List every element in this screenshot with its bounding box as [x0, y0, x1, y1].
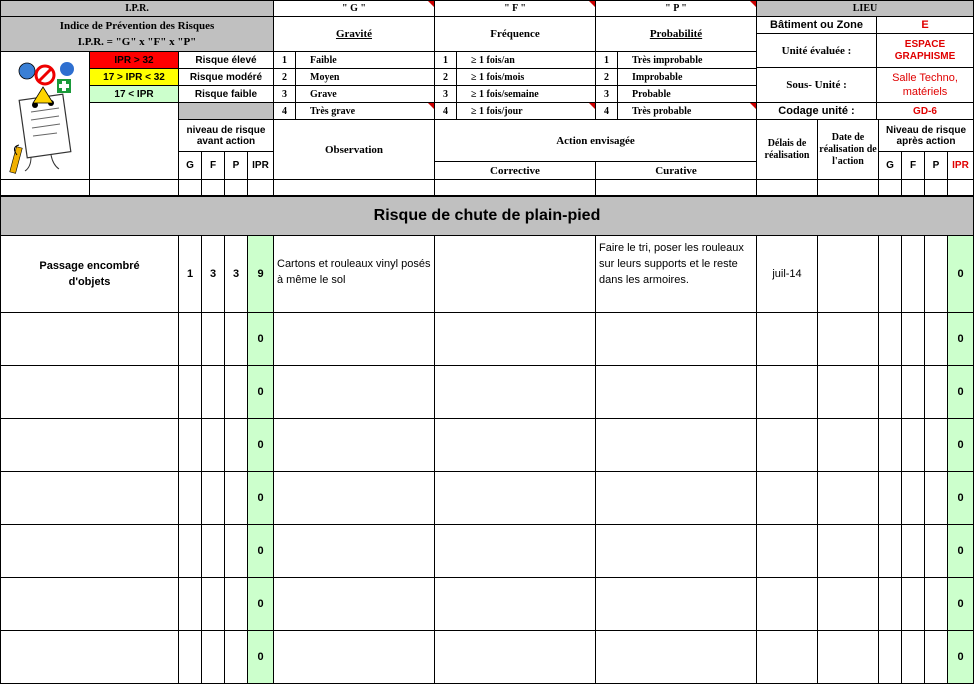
corrective-header: Corrective [435, 162, 596, 180]
date-cell[interactable] [818, 631, 879, 684]
g-after-cell[interactable] [879, 366, 902, 419]
probabilite-level-label: Improbable [618, 69, 757, 86]
mascot-icon [5, 57, 85, 175]
risk-cell[interactable] [0, 631, 179, 684]
gravite-level-label: Grave [296, 86, 435, 103]
delais-cell[interactable] [757, 366, 818, 419]
observation-cell[interactable] [274, 578, 435, 631]
f-cell[interactable] [202, 419, 225, 472]
g-cell[interactable] [179, 631, 202, 684]
curative-cell[interactable] [596, 631, 757, 684]
frequence-subtitle: Fréquence [435, 17, 596, 52]
niveau-apres-header: Niveau de risque après action [879, 120, 974, 152]
frequence-level-number: 4 [435, 103, 457, 120]
probabilite-level-label: Très improbable [618, 52, 757, 69]
probabilite-level-label: Très probable [618, 103, 757, 120]
ipr-definition [0, 17, 274, 52]
observation-cell[interactable] [274, 313, 435, 366]
delais-header: Délais de réalisation [757, 120, 818, 180]
avant-p-header: P [225, 152, 248, 180]
ipr-after-cell[interactable]: 0 [948, 631, 974, 684]
observation-cell[interactable] [274, 631, 435, 684]
apres-ipr-header: IPR [948, 152, 974, 180]
p-cell[interactable] [225, 578, 248, 631]
p-cell[interactable]: 3 [225, 236, 248, 313]
p-cell[interactable] [225, 472, 248, 525]
delais-cell[interactable] [757, 578, 818, 631]
frequence-level-number: 3 [435, 86, 457, 103]
f-after-cell[interactable] [902, 419, 925, 472]
g-cell[interactable] [179, 578, 202, 631]
date-cell[interactable] [818, 578, 879, 631]
delais-cell[interactable] [757, 419, 818, 472]
spacer-cell [435, 180, 596, 196]
spacer-cell [225, 180, 248, 196]
frequence-level-label: ≥ 1 fois/an [457, 52, 596, 69]
risk-cell[interactable] [0, 472, 179, 525]
p-cell[interactable] [225, 366, 248, 419]
ipr-cell[interactable]: 9 [248, 236, 274, 313]
probabilite-level-label: Probable [618, 86, 757, 103]
probabilite-title: " P " [596, 0, 757, 17]
delais-cell[interactable] [757, 313, 818, 366]
spacer-cell [596, 180, 757, 196]
ipr-subtitle: Indice de Prévention des Risques [59, 20, 215, 32]
codage-label: Codage unité : [757, 103, 877, 120]
f-cell[interactable] [202, 578, 225, 631]
g-after-cell[interactable] [879, 313, 902, 366]
g-after-cell[interactable] [879, 578, 902, 631]
g-after-cell[interactable] [879, 419, 902, 472]
spacer-cell [879, 180, 902, 196]
g-cell[interactable] [179, 419, 202, 472]
f-after-cell[interactable] [902, 631, 925, 684]
observation-cell[interactable] [274, 419, 435, 472]
section-title: Risque de chute de plain-pied [0, 196, 974, 236]
probabilite-level-number: 3 [596, 86, 618, 103]
frequence-title: " F " [435, 0, 596, 17]
ipr-cell[interactable]: 0 [248, 472, 274, 525]
ipr-cell[interactable]: 0 [248, 631, 274, 684]
spacer-cell [202, 180, 225, 196]
f-cell[interactable] [202, 472, 225, 525]
corrective-cell[interactable] [435, 313, 596, 366]
g-after-cell[interactable] [879, 472, 902, 525]
g-after-cell[interactable] [879, 525, 902, 578]
date-cell[interactable] [818, 366, 879, 419]
lieu-title: LIEU [757, 0, 974, 17]
ipr-after-cell[interactable]: 0 [948, 472, 974, 525]
p-cell[interactable] [225, 313, 248, 366]
g-after-cell[interactable] [879, 631, 902, 684]
ipr-level-low-range: 17 < IPR [90, 86, 179, 103]
ipr-cell[interactable]: 0 [248, 366, 274, 419]
avant-ipr-header: IPR [248, 152, 274, 180]
probabilite-level-number: 4 [596, 103, 618, 120]
frequence-level-number: 2 [435, 69, 457, 86]
gravite-level-label: Moyen [296, 69, 435, 86]
p-cell[interactable] [225, 631, 248, 684]
apres-p-header: P [925, 152, 948, 180]
f-cell[interactable] [202, 525, 225, 578]
risk-cell[interactable] [0, 578, 179, 631]
ipr-after-cell[interactable]: 0 [948, 578, 974, 631]
probabilite-subtitle: Probabilité [596, 17, 757, 52]
blank-gray-cell [179, 103, 274, 120]
probabilite-level-number: 2 [596, 69, 618, 86]
gravite-level-label: Faible [296, 52, 435, 69]
p-cell[interactable] [225, 525, 248, 578]
sous-unite-label: Sous- Unité : [757, 68, 877, 103]
frequence-level-label: ≥ 1 fois/jour [457, 103, 596, 120]
unite-value: ESPACE GRAPHISME [877, 34, 974, 68]
spacer-cell [948, 180, 974, 196]
corrective-cell[interactable] [435, 525, 596, 578]
risk-cell[interactable] [0, 525, 179, 578]
gravite-level-number: 3 [274, 86, 296, 103]
action-header: Action envisagée [435, 120, 757, 162]
probabilite-level-number: 1 [596, 52, 618, 69]
spacer-cell [902, 180, 925, 196]
gravite-level-label: Très grave [296, 103, 435, 120]
spacer-cell [0, 180, 90, 196]
spacer-cell [179, 180, 202, 196]
g-cell[interactable] [179, 525, 202, 578]
g-cell[interactable]: 1 [179, 236, 202, 313]
niveau-avant-header: niveau de risque avant action [179, 120, 274, 152]
ipr-after-cell[interactable]: 0 [948, 366, 974, 419]
frequence-level-number: 1 [435, 52, 457, 69]
ipr-cell[interactable]: 0 [248, 419, 274, 472]
ipr-cell[interactable]: 0 [248, 525, 274, 578]
frequence-level-label: ≥ 1 fois/mois [457, 69, 596, 86]
observation-cell[interactable]: Cartons et rouleaux vinyl posés à même le sol [274, 236, 435, 313]
ipr-level-moderate-range: 17 > IPR < 32 [90, 69, 179, 86]
observation-cell[interactable] [274, 525, 435, 578]
g-cell[interactable] [179, 313, 202, 366]
ipr-cell[interactable]: 0 [248, 578, 274, 631]
risk-cell[interactable] [0, 366, 179, 419]
f-cell[interactable] [202, 313, 225, 366]
risk-cell[interactable] [0, 313, 179, 366]
risk-cell[interactable] [0, 419, 179, 472]
f-after-cell[interactable] [902, 313, 925, 366]
p-cell[interactable] [225, 419, 248, 472]
batiment-label: Bâtiment ou Zone [757, 17, 877, 34]
corrective-cell[interactable] [435, 631, 596, 684]
f-after-cell[interactable] [902, 236, 925, 313]
f-after-cell[interactable] [902, 578, 925, 631]
ipr-level-moderate-label: Risque modéré [179, 69, 274, 86]
observation-header: Observation [274, 120, 435, 180]
date-cell[interactable] [818, 525, 879, 578]
ipr-level-high-label: Risque élevé [179, 52, 274, 69]
f-cell[interactable] [202, 366, 225, 419]
avant-g-header: G [179, 152, 202, 180]
gravite-subtitle: Gravité [274, 17, 435, 52]
gravite-level-number: 2 [274, 69, 296, 86]
gravite-level-number: 4 [274, 103, 296, 120]
corrective-cell[interactable] [435, 578, 596, 631]
date-cell[interactable] [818, 313, 879, 366]
delais-cell[interactable]: juil-14 [757, 236, 818, 313]
date-cell[interactable] [818, 236, 879, 313]
sous-unite-value: Salle Techno, matériels [877, 68, 974, 103]
date-cell[interactable] [818, 472, 879, 525]
spacer-cell [925, 180, 948, 196]
apres-g-header: G [879, 152, 902, 180]
safety-mascot-illustration [0, 52, 90, 180]
curative-cell[interactable]: Faire le tri, poser les rouleaux sur leurs supports et le reste dans les armoires. [596, 236, 757, 313]
ipr-after-cell[interactable]: 0 [948, 525, 974, 578]
ipr-level-low-label: Risque faible [179, 86, 274, 103]
observation-cell[interactable] [274, 472, 435, 525]
corrective-cell[interactable] [435, 419, 596, 472]
curative-cell[interactable] [596, 578, 757, 631]
delais-cell[interactable] [757, 472, 818, 525]
g-cell[interactable] [179, 366, 202, 419]
apres-f-header: F [902, 152, 925, 180]
f-after-cell[interactable] [902, 366, 925, 419]
frequence-level-label: ≥ 1 fois/semaine [457, 86, 596, 103]
date-header: Date de réalisation de l'action [818, 120, 879, 180]
delais-cell[interactable] [757, 631, 818, 684]
delais-cell[interactable] [757, 525, 818, 578]
ipr-after-cell[interactable]: 0 [948, 313, 974, 366]
spacer-cell [818, 180, 879, 196]
spacer-cell [274, 180, 435, 196]
unite-label: Unité évaluée : [757, 34, 877, 68]
ipr-cell[interactable]: 0 [248, 313, 274, 366]
batiment-value: E [877, 17, 974, 34]
p-after-cell[interactable] [925, 631, 948, 684]
g-cell[interactable] [179, 472, 202, 525]
curative-cell[interactable] [596, 366, 757, 419]
p-after-cell[interactable] [925, 578, 948, 631]
spacer-cell [757, 180, 818, 196]
spacer-cell [248, 180, 274, 196]
curative-header: Curative [596, 162, 757, 180]
date-cell[interactable] [818, 419, 879, 472]
p-after-cell[interactable] [925, 313, 948, 366]
ipr-level-high-range: IPR > 32 [90, 52, 179, 69]
gravite-title: " G " [274, 0, 435, 17]
curative-cell[interactable] [596, 525, 757, 578]
risk-cell[interactable]: Passage encombré d'objets [0, 236, 179, 313]
observation-cell[interactable] [274, 366, 435, 419]
g-after-cell[interactable] [879, 236, 902, 313]
curative-cell[interactable] [596, 419, 757, 472]
f-after-cell[interactable] [902, 472, 925, 525]
corrective-cell[interactable] [435, 366, 596, 419]
curative-cell[interactable] [596, 313, 757, 366]
f-cell[interactable]: 3 [202, 236, 225, 313]
p-after-cell[interactable] [925, 236, 948, 313]
p-after-cell[interactable] [925, 366, 948, 419]
gravite-level-number: 1 [274, 52, 296, 69]
p-after-cell[interactable] [925, 472, 948, 525]
curative-cell[interactable] [596, 472, 757, 525]
spacer-cell [90, 180, 179, 196]
f-cell[interactable] [202, 631, 225, 684]
ipr-after-cell[interactable]: 0 [948, 236, 974, 313]
corrective-cell[interactable] [435, 472, 596, 525]
p-after-cell[interactable] [925, 419, 948, 472]
corrective-cell[interactable] [435, 236, 596, 313]
avant-f-header: F [202, 152, 225, 180]
ipr-after-cell[interactable]: 0 [948, 419, 974, 472]
p-after-cell[interactable] [925, 525, 948, 578]
blank-cell [90, 103, 179, 180]
ipr-formula: I.P.R. = "G" x "F" x "P" [77, 36, 197, 48]
f-after-cell[interactable] [902, 525, 925, 578]
codage-value: GD-6 [877, 103, 974, 120]
ipr-title: I.P.R. [0, 0, 274, 17]
